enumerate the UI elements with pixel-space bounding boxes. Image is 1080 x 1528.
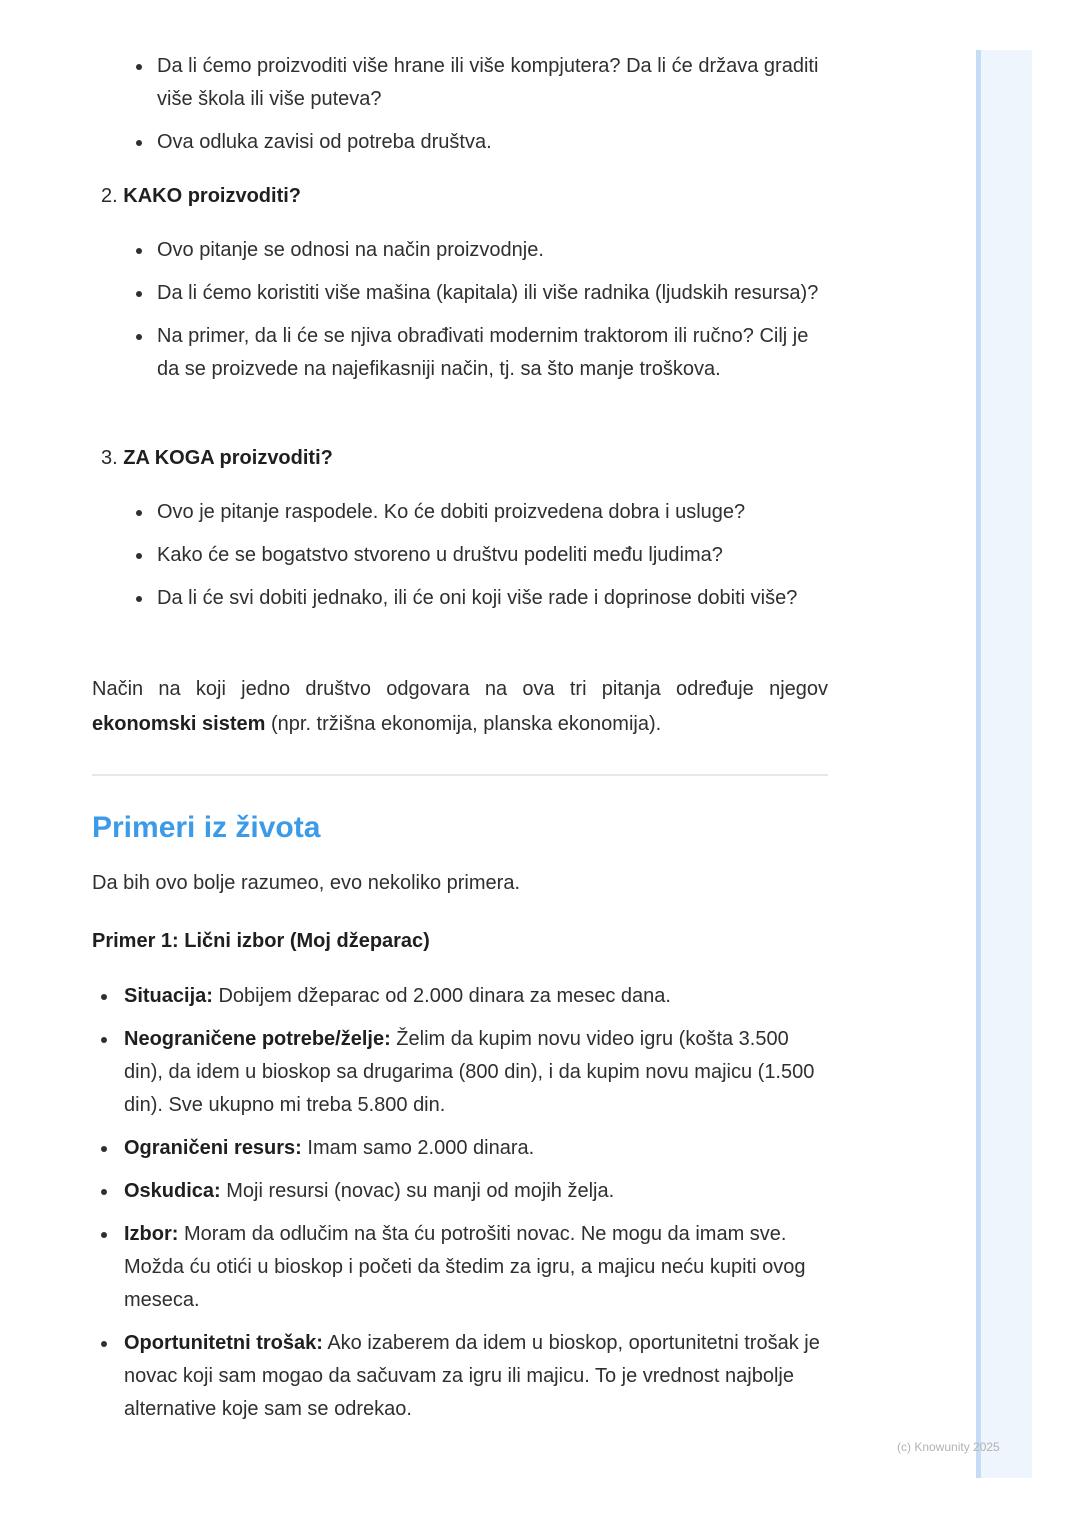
list-item: [92, 126, 828, 159]
bullet-dot: [136, 64, 142, 70]
bullet-dot: [136, 140, 142, 146]
bullet-dot: [136, 334, 142, 340]
list-item: [92, 582, 828, 615]
bullet-dot: [101, 994, 107, 1000]
question-3: [92, 442, 828, 615]
example-list: [92, 980, 828, 1426]
list-item-text: Ovo je pitanje raspodele. Ko će dobiti proizvedena dobra i usluge?: [157, 501, 746, 523]
question-number: 3.: [101, 447, 118, 469]
list-item: [92, 277, 828, 310]
item-label: Izbor:: [124, 1223, 179, 1245]
list-item-text: Da li ćemo proizvoditi više hrane ili više kompjutera? Da li će država graditi više škola ili više puteva?: [157, 55, 819, 110]
conclusion-paragraph: [92, 672, 828, 742]
bullet-dot: [136, 248, 142, 254]
list-item-text: Na primer, da li će se njiva obrađivati modernim traktorom ili ručno? Cilj je da se proizvede na najefikasniji način, tj. sa što manje troškova.: [157, 325, 809, 380]
conclusion-text-after: (npr. tržišna ekonomija, planska ekonomija).: [265, 713, 662, 735]
question-title: ZA KOGA proizvoditi?: [123, 447, 333, 469]
item-text: Moram da odlučim na šta ću potrošiti novac. Ne mogu da imam sve. Možda ću otići u bioskop i početi da štedim za igru, a majicu neću kupiti ovog meseca.: [124, 1223, 806, 1311]
item-label: Oportunitetni trošak:: [124, 1332, 323, 1354]
bullet-dot: [136, 291, 142, 297]
list-item: [92, 980, 828, 1013]
section-intro: Da bih ovo bolje razumeo, evo nekoliko primera.: [92, 872, 520, 894]
copyright-footer: (c) Knowunity 2025: [897, 1440, 1000, 1454]
section-heading: Primeri iz života: [92, 811, 321, 844]
list-item-text: Ova odluka zavisi od potreba društva.: [157, 131, 492, 153]
item-text: Moji resursi (novac) su manji od mojih želja.: [220, 1180, 615, 1202]
bullet-dot: [101, 1037, 107, 1043]
bullet-dot: [101, 1146, 107, 1152]
list-item: [92, 1132, 828, 1165]
side-panel-border: [976, 50, 981, 1478]
list-item: [92, 496, 828, 529]
item-text: Dobijem džeparac od 2.000 dinara za mesec dana.: [212, 985, 671, 1007]
list-item: [92, 50, 828, 116]
item-label: Ograničeni resurs:: [124, 1137, 302, 1159]
list-item: [92, 320, 828, 386]
bullet-dot: [101, 1232, 107, 1238]
list-item-text: Kako će se bogatstvo stvoreno u društvu podeliti među ljudima?: [157, 544, 723, 566]
item-text: Imam samo 2.000 dinara.: [301, 1137, 535, 1159]
question-number: 2.: [101, 185, 118, 207]
item-text: Želim da kupim novu video igru (košta 3.500 din), da idem u bioskop sa drugarima (800 din), i da kupim novu majicu (1.500 din). Sve ukupno mi treba 5.800 din.: [124, 1028, 815, 1116]
question-heading: [92, 442, 828, 475]
bullet-dot: [136, 510, 142, 516]
bullet-dot: [136, 596, 142, 602]
item-text: Ako izaberem da idem u bioskop, oportunitetni trošak je novac koji sam mogao da sačuvam za igru ili majicu. To je vrednost najbolje alternative koje sam se odrekao.: [124, 1332, 820, 1420]
top-bullet-list: [92, 50, 828, 159]
conclusion-text-before: Način na koji jedno društvo odgovara na ova tri pitanja određuje njegov: [92, 678, 828, 700]
list-item: [92, 1023, 828, 1122]
side-panel: [976, 50, 1032, 1478]
list-item-text: Da li će svi dobiti jednako, ili će oni koji više rade i doprinose dobiti više?: [157, 587, 798, 609]
bullet-dot: [136, 553, 142, 559]
bullet-dot: [101, 1341, 107, 1347]
bullet-dot: [101, 1189, 107, 1195]
question-2: [92, 180, 828, 386]
item-label: Oskudica:: [124, 1180, 221, 1202]
example-title: Primer 1: Lični izbor (Moj džeparac): [92, 930, 430, 952]
list-item: [92, 1175, 828, 1208]
list-item-text: Da li ćemo koristiti više mašina (kapitala) ili više radnika (ljudskih resursa)?: [157, 282, 819, 304]
list-item: [92, 1327, 828, 1426]
section-divider: [92, 774, 828, 776]
item-label: Situacija:: [124, 985, 213, 1007]
list-item: [92, 539, 828, 572]
list-item: [92, 234, 828, 267]
question-heading: [92, 180, 828, 213]
question-title: KAKO proizvoditi?: [123, 185, 302, 207]
list-item-text: Ovo pitanje se odnosi na način proizvodnje.: [157, 239, 544, 261]
item-label: Neograničene potrebe/želje:: [124, 1028, 391, 1050]
conclusion-bold: ekonomski sistem: [92, 713, 266, 735]
list-item: [92, 1218, 828, 1317]
